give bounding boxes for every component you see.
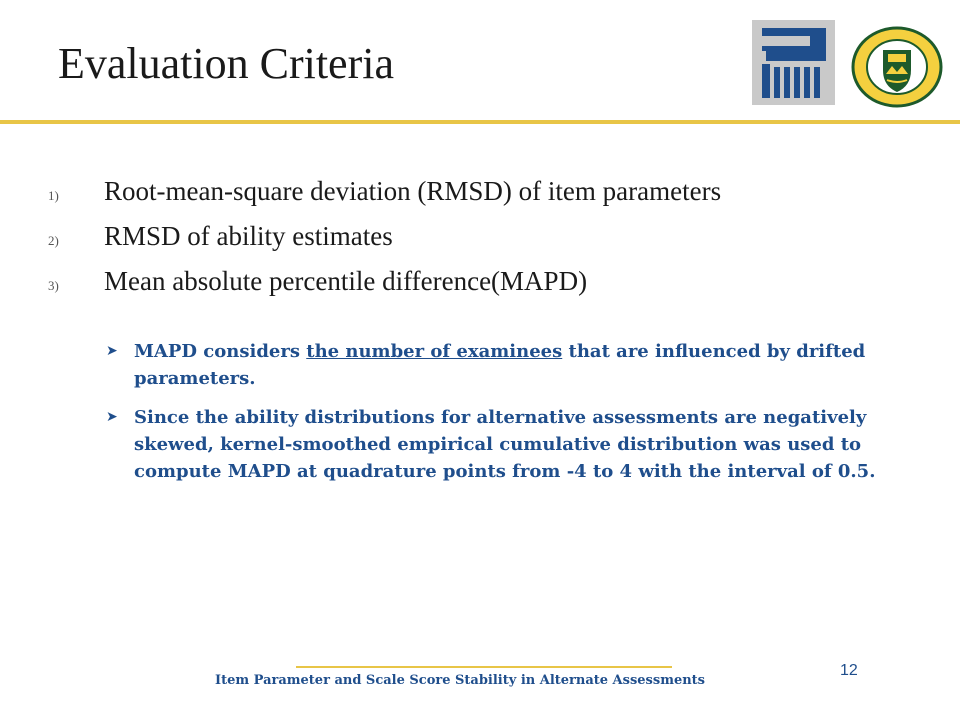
list-item — [48, 221, 938, 252]
arrow-bullet-icon: ➤ — [106, 410, 118, 425]
page-number: 12 — [840, 662, 858, 679]
sub-bullet-text — [134, 338, 936, 392]
sub-bullet-text: Since the ability distributions for alternative assessments are negatively skewed, kernel-smoothed empirical cumulative distribution was used to compute MAPD at quadrature points from -4 to 4 with the interval of 0.5. — [134, 407, 876, 482]
item-text: Root-mean-square deviation (RMSD) of item parameters — [104, 176, 722, 206]
sub-bullet — [106, 338, 936, 392]
sub-bullet — [106, 404, 936, 485]
numbered-list — [48, 176, 938, 311]
item-number: 2) — [48, 233, 59, 248]
footer-divider — [296, 666, 672, 668]
arrow-bullet-icon: ➤ — [106, 344, 118, 359]
underlined-phrase: the number of examinees — [306, 341, 563, 362]
item-number: 3) — [48, 278, 59, 293]
footer-text: Item Parameter and Scale Score Stability in Alternate Assessments — [215, 673, 705, 688]
slide-title: Evaluation Criteria — [58, 39, 394, 88]
item-text: RMSD of ability estimates — [104, 221, 393, 251]
list-item — [48, 176, 938, 207]
sub-bullet-text-after: that are influenced by drifted parameters. — [134, 341, 866, 389]
list-item — [48, 266, 938, 297]
sub-bullet-text-before: MAPD considers — [134, 341, 307, 362]
sub-bullets — [106, 338, 936, 497]
item-text: Mean absolute percentile difference(MAPD) — [104, 266, 588, 296]
item-number: 1) — [48, 188, 59, 203]
institute-pillars-logo — [752, 20, 835, 105]
title-divider — [0, 120, 960, 124]
university-of-alberta-crest — [850, 26, 944, 108]
